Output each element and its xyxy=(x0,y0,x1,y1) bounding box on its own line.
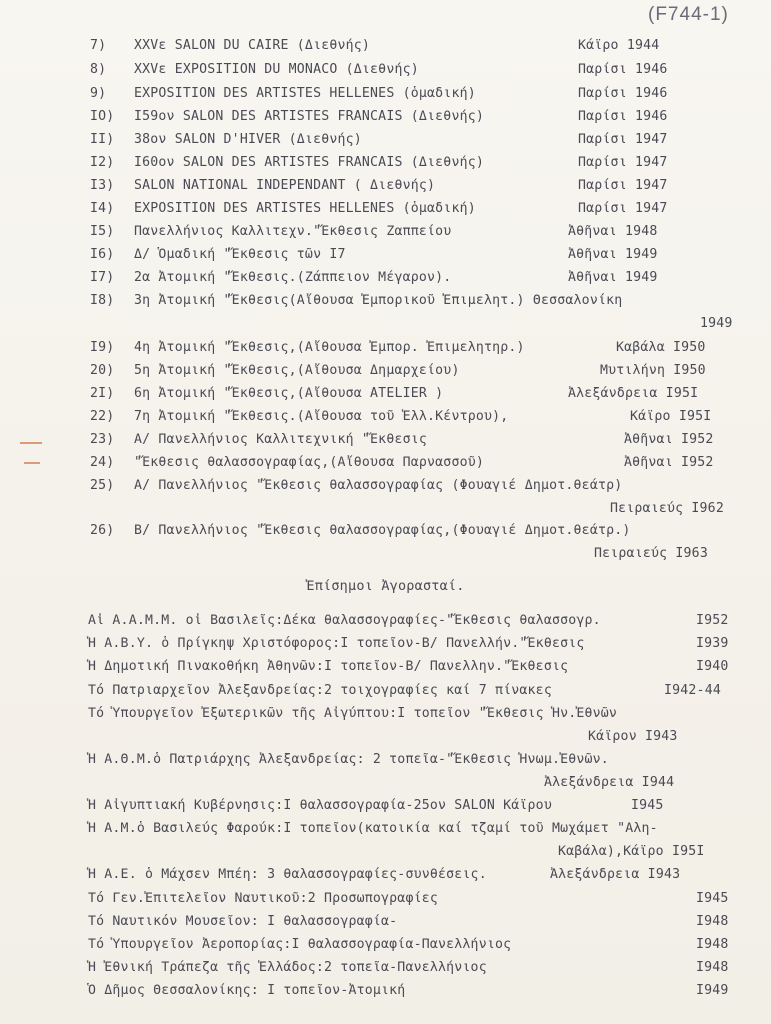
entry-number: 22) xyxy=(90,409,115,424)
entry-title: 5η Ἀτομική "Ἔκθεσις,(Αἴθουσα Δημαρχείου) xyxy=(134,363,460,378)
entry-place-year: Ἀθῆναι 1948 xyxy=(568,224,658,239)
entry-place-year: Κάϊρο 1944 xyxy=(578,38,660,53)
buyer-year: I948 xyxy=(696,937,729,952)
entry-title: 2α Ἀτομική "Ἔκθεσις.(Ζάππειον Μέγαρον). xyxy=(134,270,452,285)
buyer-year: I945 xyxy=(631,798,664,813)
buyer-year: I952 xyxy=(696,613,729,628)
buyer-text: Ἡ Α.Μ.ὁ Βασιλεύς Φαρούκ:I τοπεῖον(κατοικία καί τζαμί τοῦ Μωχάμετ "Αλη- xyxy=(88,821,658,836)
buyer-year: I945 xyxy=(696,891,729,906)
buyer-text: Ἡ Α.Β.Υ. ὁ Πρίγκηψ Χριστόφορος:I τοπεῖον-Β/ Πανελλήν."Ἔκθεσις xyxy=(88,636,585,651)
entry-place-year: Παρίσι 1947 xyxy=(578,201,668,216)
buyers-heading: Ἐπίσημοι Ἀγορασταί. xyxy=(306,578,465,594)
entry-number: I8) xyxy=(90,293,115,308)
entry-number: I2) xyxy=(90,155,115,170)
entry-place-year: Ἀλεξάνδρεια I95I xyxy=(568,386,699,401)
entry-title: 4η Ἀτομική "Ἔκθεσις,(Αἴθουσα Ἐμπορ. Ἐπιμελητηρ.) xyxy=(134,340,525,355)
entry-title: XXVε SALON DU CAIRE (Διεθνής) xyxy=(134,38,371,53)
entry-title: 6η Ἀτομική "Ἔκθεσις,(Αἴθουσα ATELIER ) xyxy=(134,386,444,401)
entry-number: 20) xyxy=(90,363,115,378)
entry-number: IO) xyxy=(90,109,115,124)
buyer-text: Ἡ Α.Θ.Μ.ὁ Πατριάρχης Ἀλεξανδρείας: 2 τοπεῖα-"Ἔκθεσις Ἡνωμ.Ἐθνῶν. xyxy=(88,752,609,767)
buyer-year: I939 xyxy=(696,636,729,651)
entry-number: II) xyxy=(90,132,115,147)
entry-title: Δ/ Ὁμαδική "Ἔκθεσις τῶν I7 xyxy=(134,247,346,262)
entry-place-year: Παρίσι 1947 xyxy=(578,178,668,193)
entry-number: 26) xyxy=(90,523,115,538)
entry-place-year: Καβάλα I950 xyxy=(616,340,706,355)
buyer-continuation: Κάϊρον I943 xyxy=(588,729,678,744)
buyer-text: Τό Ὑπουργεῖον Ἀεροπορίας:I θαλασσογραφία-Πανελλήνιος xyxy=(88,937,512,952)
entry-number: 7) xyxy=(90,38,107,53)
entry-title: Α/ Πανελλήνιος Καλλιτεχνική "Ἔκθεσις xyxy=(134,432,428,447)
entry-title: I59ον SALON DES ARTISTES FRANCAIS (Διεθνής) xyxy=(134,109,485,124)
buyer-text: Ἡ Δημοτική Πινακοθήκη Ἀθηνῶν:I τοπεῖον-Β/ Πανελλην."Ἔκθεσις xyxy=(88,659,569,674)
entry-number: I5) xyxy=(90,224,115,239)
buyer-year: I940 xyxy=(696,659,729,674)
buyer-text: Τό Ὑπουργεῖον Ἐξωτερικῶν τῆς Αἰγύπτου:I τοπεῖον "Ἔκθεσις Ἡν.Ἐθνῶν xyxy=(88,706,618,721)
margin-mark xyxy=(20,442,42,444)
entry-number: 2I) xyxy=(90,386,115,401)
buyer-text: Τό Γεν.Ἐπιτελεῖον Ναυτικοῦ:2 Προσωπογραφίες xyxy=(88,891,439,906)
entry-title: 7η Ἀτομική "Ἔκθεσις.(Αἴθουσα τοῦ Ἑλλ.Κέντρου), xyxy=(134,409,509,424)
entry-title: Β/ Πανελλήνιος "Ἔκθεσις θαλασσογραφίας,(Φουαγιέ Δημοτ.θεάτρ.) xyxy=(134,523,631,538)
entry-number: 9) xyxy=(90,86,107,101)
buyer-text: Αἱ Α.Α.Μ.Μ. οἱ Βασιλεῖς:Δέκα θαλασσογραφίες-"Ἔκθεσις θαλασσογρ. xyxy=(88,613,601,628)
entry-continuation: Πειραιεύς I963 xyxy=(594,546,708,561)
margin-mark xyxy=(24,462,40,464)
entry-number: I6) xyxy=(90,247,115,262)
entry-number: I4) xyxy=(90,201,115,216)
entry-title: 38ον SALON D'HIVER (Διεθνής) xyxy=(134,132,362,147)
entry-place-year: Παρίσι 1947 xyxy=(578,155,668,170)
buyer-year: Ἀλεξάνδρεια I943 xyxy=(550,867,681,882)
entry-title: I60ον SALON DES ARTISTES FRANCAIS (Διεθνής) xyxy=(134,155,485,170)
entry-title: EXPOSITION DES ARTISTES HELLENES (ὁμαδική) xyxy=(134,86,476,101)
entry-place-year: Παρίσι 1946 xyxy=(578,109,668,124)
entry-place-year: Ἀθῆναι I952 xyxy=(624,432,714,447)
entry-title: 3η Ἀτομική "Ἔκθεσις(Αἴθουσα Ἐμπορικοῦ Ἐπιμελητ.) Θεσσαλονίκη xyxy=(134,293,623,308)
archive-code: (F744-1) xyxy=(648,4,729,25)
entry-continuation: 1949 xyxy=(700,316,733,331)
entry-number: 8) xyxy=(90,62,107,77)
entry-number: 25) xyxy=(90,478,115,493)
entry-title: EXPOSITION DES ARTISTES HELLENES (ὁμαδική) xyxy=(134,201,476,216)
entry-title: SALON NATIONAL INDEPENDANT ( Διεθνής) xyxy=(134,178,436,193)
entry-continuation: Πειραιεύς I962 xyxy=(610,501,724,516)
buyer-year: I949 xyxy=(696,983,729,998)
buyer-year: I948 xyxy=(696,914,729,929)
entry-place-year: Παρίσι 1947 xyxy=(578,132,668,147)
buyer-continuation: Καβάλα),Κάϊρο I95I xyxy=(558,844,705,859)
entry-number: 23) xyxy=(90,432,115,447)
entry-place-year: Ἀθῆναι 1949 xyxy=(568,247,658,262)
entry-place-year: Παρίσι 1946 xyxy=(578,86,668,101)
entry-number: I7) xyxy=(90,270,115,285)
entry-place-year: Ἀθῆναι 1949 xyxy=(568,270,658,285)
buyer-text: Ἡ Α.Ε. ὁ Μάχσεν Μπέη: 3 θαλασσογραφίες-συνθέσεις. xyxy=(88,867,487,882)
entry-title: Α/ Πανελλήνιος "Ἔκθεσις θαλασσογραφίας (Φουαγιέ Δημοτ.θεάτρ) xyxy=(134,478,623,493)
buyer-text: Τό Πατριαρχεῖον Ἀλεξανδρείας:2 τοιχογραφίες καί 7 πίνακες xyxy=(88,683,552,698)
entry-title: "Ἔκθεσις θαλασσογραφίας,(Αἴθουσα Παρνασσοῦ) xyxy=(134,455,485,470)
buyer-text: Ὁ Δῆμος Θεσσαλονίκης: I τοπεῖον-Ἀτομική xyxy=(88,983,406,998)
entry-place-year: Κάϊρο I95I xyxy=(630,409,712,424)
entry-number: I9) xyxy=(90,340,115,355)
entry-place-year: Μυτιλήνη I950 xyxy=(600,363,706,378)
entry-number: 24) xyxy=(90,455,115,470)
buyer-continuation: Ἀλεξάνδρεια I944 xyxy=(544,775,675,790)
buyer-year: I942-44 xyxy=(664,683,721,698)
buyer-text: Ἡ Αἰγυπτιακή Κυβέρνησις:I θαλασσογραφία-25ον SALON Κάϊρου xyxy=(88,798,552,813)
buyer-year: I948 xyxy=(696,960,729,975)
entry-title: Πανελλήνιος Καλλιτεχν."Ἔκθεσις Ζαππείου xyxy=(134,224,452,239)
buyer-text: Τό Ναυτικόν Μουσεῖον: I θαλασσογραφία- xyxy=(88,914,398,929)
entry-place-year: Παρίσι 1946 xyxy=(578,62,668,77)
entry-title: XXVε EXPOSITION DU MONACO (Διεθνής) xyxy=(134,62,419,77)
entry-place-year: Ἀθῆναι I952 xyxy=(624,455,714,470)
buyer-text: Ἡ Ἐθνική Τράπεζα τῆς Ἑλλάδος:2 τοπεῖα-Πανελλήνιος xyxy=(88,960,487,975)
entry-number: I3) xyxy=(90,178,115,193)
